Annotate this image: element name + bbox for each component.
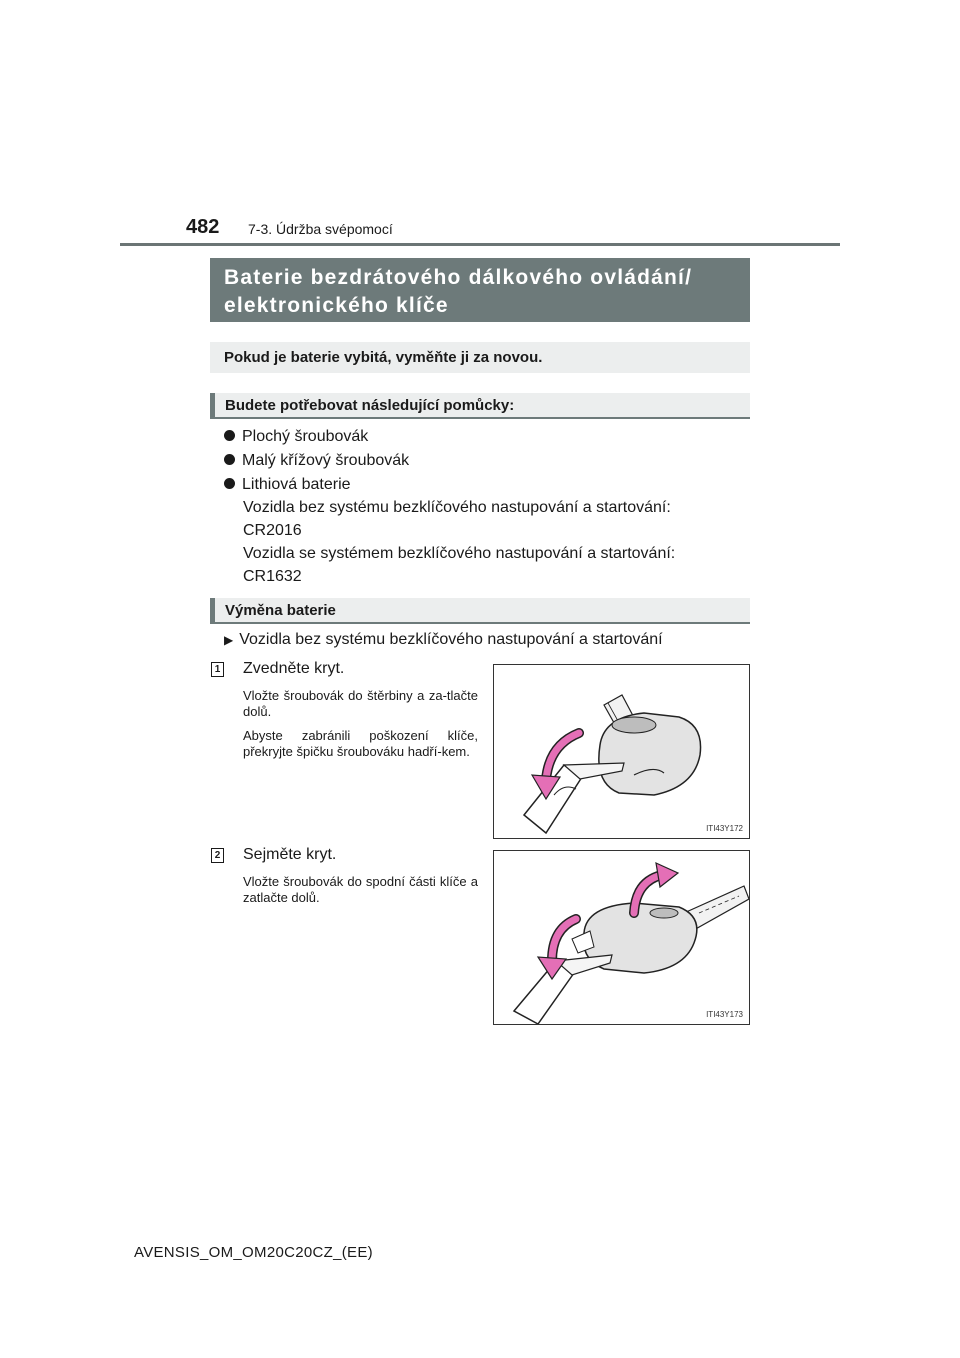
intro-note: Pokud je baterie vybitá, vyměňte ji za novou. bbox=[210, 342, 750, 373]
battery-type-line: CR1632 bbox=[243, 568, 302, 585]
battery-type-line: Vozidla bez systému bezklíčového nastupování a startování: bbox=[243, 499, 671, 516]
triangle-right-icon: ▶ bbox=[224, 633, 234, 647]
step-number-box: 1 bbox=[211, 662, 224, 677]
step-description-text: Abyste zabránili poškození klíče, překryjte špičku šroubováku hadří-kem. bbox=[243, 728, 478, 759]
list-item-label: Lithiová baterie bbox=[242, 476, 351, 493]
bullet-icon bbox=[224, 478, 235, 489]
figure-code: ITI43Y173 bbox=[706, 1010, 743, 1019]
section-label: 7-3. Údržba svépomocí bbox=[248, 221, 393, 237]
step-title: Zvedněte kryt. bbox=[243, 660, 345, 677]
battery-type-line: CR2016 bbox=[243, 522, 302, 539]
list-item bbox=[224, 425, 368, 448]
replacement-heading: Výměna baterie bbox=[210, 598, 750, 624]
bullet-icon bbox=[224, 454, 235, 465]
step-description-text: Vložte šroubovák do štěrbiny a za-tlačte dolů. bbox=[243, 688, 478, 719]
step-number-box: 2 bbox=[211, 848, 224, 863]
step-description bbox=[243, 874, 478, 914]
battery-type-line: Vozidla se systémem bezklíčového nastupování a startování: bbox=[243, 545, 676, 562]
page-title-text: Baterie bezdrátového dálkového ovládání/ elektronického klíče bbox=[224, 266, 693, 317]
list-item bbox=[224, 449, 409, 472]
figure-open-cover bbox=[493, 664, 750, 839]
list-item-label: Plochý šroubovák bbox=[242, 428, 369, 445]
figure-remove-cover bbox=[493, 850, 750, 1025]
variant-text: Vozidla bez systému bezklíčového nastupování a startování bbox=[239, 631, 663, 648]
key-cover-illustration bbox=[494, 665, 749, 838]
bullet-icon bbox=[224, 430, 235, 441]
step-title: Sejměte kryt. bbox=[243, 846, 337, 863]
step-description-text: Vložte šroubovák do spodní části klíče a zatlačte dolů. bbox=[243, 874, 478, 905]
list-item bbox=[224, 473, 351, 496]
header-divider bbox=[120, 243, 840, 246]
figure-code: ITI43Y172 bbox=[706, 824, 743, 833]
footer-code: AVENSIS_OM_OM20C20CZ_(EE) bbox=[134, 1244, 373, 1261]
variant-label bbox=[224, 631, 663, 649]
key-cover-removal-illustration bbox=[494, 851, 749, 1024]
page-title bbox=[210, 258, 750, 322]
page-number: 482 bbox=[186, 216, 220, 238]
list-item-label: Malý křížový šroubovák bbox=[242, 452, 410, 469]
tools-heading: Budete potřebovat následující pomůcky: bbox=[210, 393, 750, 419]
step-description bbox=[243, 688, 478, 768]
